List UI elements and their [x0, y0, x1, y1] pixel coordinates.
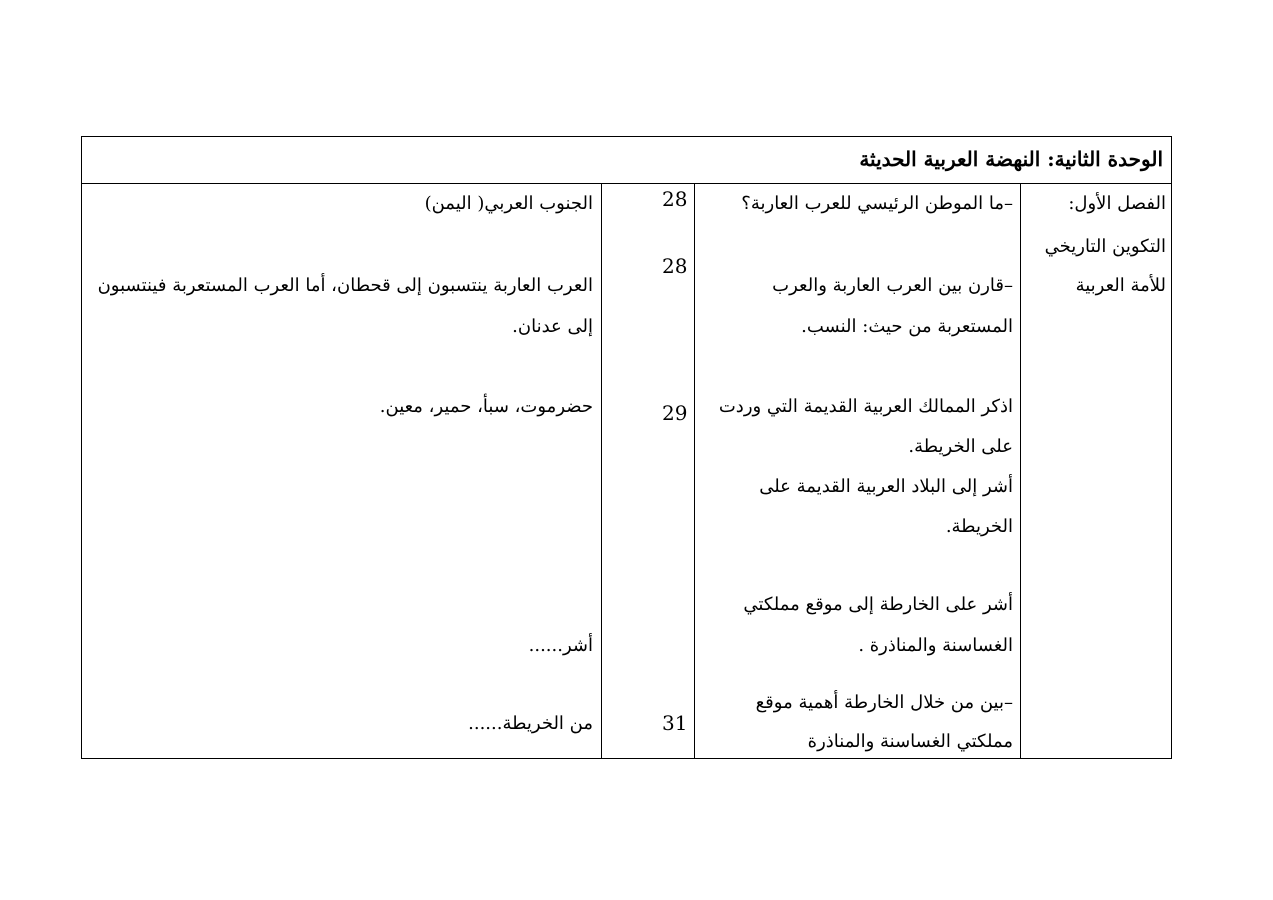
answer-1: الجنوب العربي( اليمن)	[424, 193, 593, 214]
title-row	[82, 137, 1171, 184]
question-6-line-1: –بين من خلال الخارطة أهمية موقع	[755, 692, 1013, 713]
page-number-3: 29	[662, 401, 688, 425]
chapter-line-3: للأمة العربية	[1075, 275, 1166, 296]
question-1: –ما الموطن الرئيسي للعرب العاربة؟	[741, 193, 1013, 214]
answer-2-line-2: إلى عدنان.	[512, 316, 593, 337]
page-number-4: 31	[662, 711, 688, 735]
question-2-line-2: المستعربة من حيث: النسب.	[801, 316, 1013, 337]
question-6-line-2: مملكتي الغساسنة والمناذرة	[807, 731, 1013, 752]
question-4-line-1: أشر إلى البلاد العربية القديمة على	[759, 476, 1013, 497]
column-divider-pages	[601, 184, 602, 758]
answer-3: حضرموت، سبأ، حمير، معين.	[379, 396, 593, 417]
unit-title: الوحدة الثانية: النهضة العربية الحديثة	[859, 147, 1163, 171]
chapter-line-1: الفصل الأول:	[1068, 193, 1166, 214]
question-4-line-2: الخريطة.	[945, 516, 1013, 537]
question-3-line-1: اذكر الممالك العربية القديمة التي وردت	[718, 396, 1013, 417]
answer-5: من الخريطة......	[468, 713, 593, 734]
column-divider-chapter	[1020, 184, 1021, 758]
page-number-1: 28	[662, 187, 688, 211]
column-divider-questions	[694, 184, 695, 758]
page-number-2: 28	[662, 254, 688, 278]
answer-2-line-1: العرب العاربة ينتسبون إلى قحطان، أما العرب المستعربة فينتسبون	[97, 275, 593, 296]
answer-4: أشر......	[528, 635, 593, 656]
unit-table	[81, 136, 1172, 759]
question-5-line-1: أشر على الخارطة إلى موقع مملكتي	[743, 594, 1013, 615]
question-2-line-1: –قارن بين العرب العاربة والعرب	[772, 275, 1013, 296]
chapter-line-2: التكوين التاريخي	[1044, 236, 1166, 257]
question-3-line-2: على الخريطة.	[908, 436, 1013, 457]
question-5-line-2: الغساسنة والمناذرة .	[858, 635, 1013, 656]
